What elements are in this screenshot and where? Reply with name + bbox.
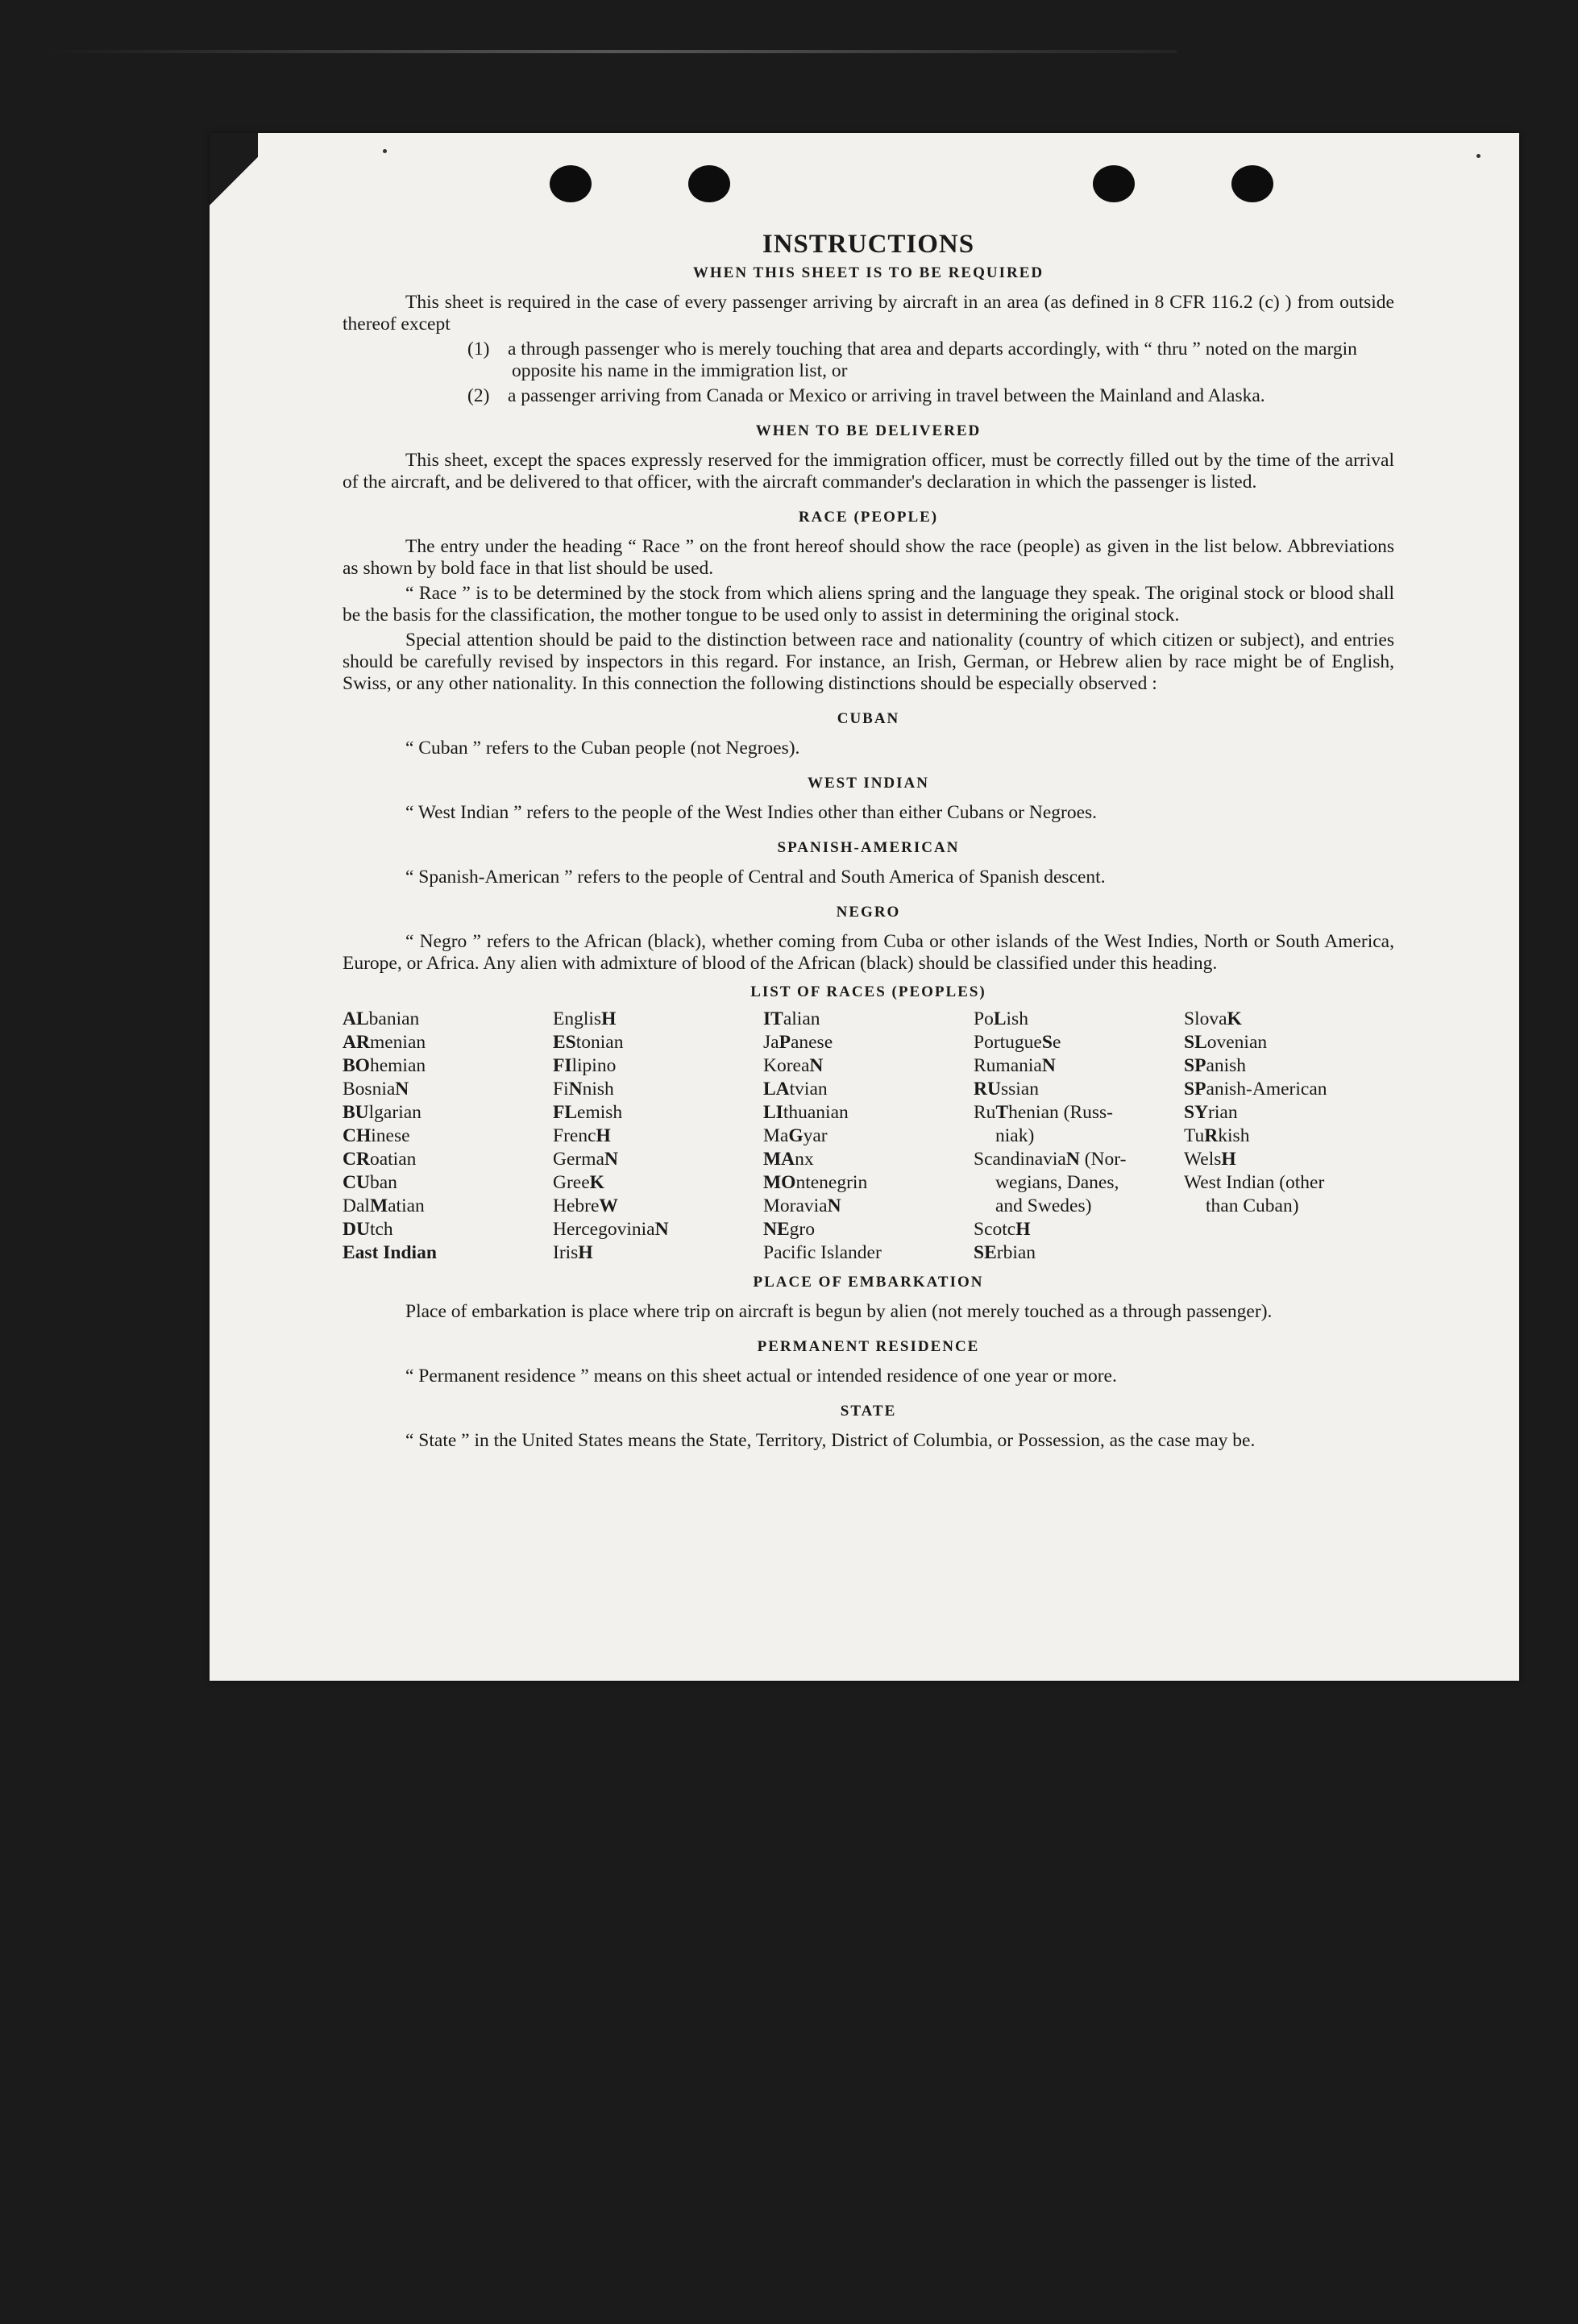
list-item [467,385,1394,407]
section-heading: WEST INDIAN [808,775,929,792]
race-abbreviation: ES [553,1032,576,1053]
race-abbreviation: SP [1184,1055,1206,1076]
race-entry [974,1054,1184,1078]
race-entry [343,1078,553,1101]
section-heading: LIST OF RACES (PEOPLES) [750,983,986,1000]
race-name-part: henian (Russ- [1008,1102,1114,1123]
section-paragraph: This sheet, except the spaces expressly reserved for the immigration officer, must be correctly filled out by the time of the arrival of the aircraft, and be delivered to that officer, with the aircraft commander's declaration in which the passenger is listed. [343,450,1394,493]
race-abbreviation: DU [343,1219,370,1240]
race-abbreviation: N [1041,1055,1056,1076]
race-abbreviation: FI [553,1055,572,1076]
race-entry [974,1148,1184,1171]
race-abbreviation: H [1221,1149,1236,1170]
race-abbreviation: BU [343,1102,369,1123]
race-name-part: Tu [1184,1125,1205,1146]
race-name-part: Portugue [974,1032,1042,1053]
race-abbreviation: CR [343,1149,370,1170]
race-entry [343,1241,553,1265]
races-list [343,1008,1394,1265]
section-heading: SPANISH-AMERICAN [777,839,960,856]
race-entry [763,1148,974,1171]
section-paragraph: “ West Indian ” refers to the people of the West Indies other than either Cubans or Negroes. [405,802,1098,823]
race-abbreviation: CH [343,1125,372,1146]
race-abbreviation: MO [763,1172,796,1193]
race-name-part: emish [577,1102,623,1123]
list-item-number: (1) [467,339,490,360]
race-entry [343,1031,553,1054]
page-corner-fold [210,133,258,230]
section-heading: CUBAN [837,710,900,727]
section-paragraph: “ Race ” is to be determined by the stock from which aliens spring and the language they speak. The original stock or blood shall be the basis for the classification, the mother tongue to be used only to assist in determining the original stock. [343,583,1394,626]
race-name-part: Englis [553,1008,602,1029]
race-name-part: inese [371,1125,410,1146]
race-abbreviation: IT [763,1008,783,1029]
race-abbreviation: MA [763,1149,795,1170]
race-entry [763,1195,974,1218]
race-name-part: Po [974,1008,994,1029]
race-abbreviation: AL [343,1008,369,1029]
race-abbreviation: N [1065,1149,1080,1170]
race-name-part: nish [582,1079,614,1100]
section-paragraph: The entry under the heading “ Race ” on the front hereof should show the race (people) as given in the list below. Abbreviations as shown by bold face in that list should be used. [343,536,1394,579]
race-entry [763,1125,974,1148]
race-entry [1184,1031,1394,1054]
race-name-part: nx [795,1149,814,1170]
race-entry [553,1241,763,1265]
race-entry [763,1101,974,1125]
race-entry [1184,1101,1394,1125]
race-abbreviation: N [568,1079,583,1100]
race-name-part: Rumania [974,1055,1042,1076]
race-name-part: Slova [1184,1008,1227,1029]
race-abbreviation: FL [553,1102,578,1123]
race-entry [763,1218,974,1241]
list-item-text: a through passenger who is merely touching that area and departs accordingly, with “ thru ” noted on the margin opposite his name in the immigration list, or [508,339,1357,381]
list-item-text: a passenger arriving from Canada or Mexico or arriving in travel between the Mainland and Alaska. [508,385,1265,406]
race-entry [343,1125,553,1148]
race-entry [553,1078,763,1101]
race-name-part: Dal [343,1195,370,1216]
race-entry [974,1078,1184,1101]
document-page [210,133,1519,1681]
race-name-part: Scandinavia [974,1149,1066,1170]
section-paragraph: “ Negro ” refers to the African (black), whether coming from Cuba or other islands of the West Indies, North or South America, Europe, or Africa. Any alien with admixture of blood of the African (black) should be classified under this heading. [343,931,1394,974]
race-name-part: ntenegrin [795,1172,868,1193]
race-name-part: yar [803,1125,828,1146]
race-entry [343,1171,553,1195]
section-heading: RACE (PEOPLE) [798,509,939,526]
race-entry [553,1125,763,1148]
race-name-part: Bosnia [343,1079,396,1100]
race-entry [763,1078,974,1101]
race-entry [763,1241,974,1265]
race-name-part: Hercegovinia [553,1219,655,1240]
race-entry [763,1171,974,1195]
speck [383,149,387,153]
race-name-part: ban [369,1172,397,1193]
race-name-part: ovenian [1206,1032,1268,1053]
races-column [974,1008,1184,1265]
race-name-part: lgarian [368,1102,421,1123]
race-name-part: Ma [763,1125,789,1146]
race-entry [1184,1148,1394,1171]
race-entry [974,1241,1184,1265]
races-column [343,1008,553,1265]
section-paragraph: Place of embarkation is place where trip on aircraft is begun by alien (not merely touched as a through passenger). [405,1301,1273,1322]
race-entry [343,1148,553,1171]
race-entry [763,1008,974,1031]
instructions-body [343,230,1394,1455]
speck [1476,154,1480,158]
race-abbreviation: G [788,1125,804,1146]
section-paragraph: This sheet is required in the case of every passenger arriving by aircraft in an area (as defined in 8 CFR 116.2 (c) ) from outside thereof except [343,292,1394,335]
race-entry [343,1008,553,1031]
race-abbreviation: LI [763,1102,783,1123]
race-abbreviation: K [1227,1008,1242,1029]
race-name-part: Gree [553,1172,590,1193]
races-column [553,1008,763,1265]
race-entry [553,1218,763,1241]
race-name-part: ssian [1000,1079,1039,1100]
race-name-part: Scotc [974,1219,1016,1240]
race-abbreviation: S [1041,1032,1053,1053]
race-name-part: Fi [553,1079,569,1100]
race-entry [553,1054,763,1078]
race-abbreviation: CU [343,1172,370,1193]
race-abbreviation: RU [974,1079,1001,1100]
race-name-part: Iris [553,1242,579,1263]
section-heading: NEGRO [836,904,901,921]
section-heading: WHEN TO BE DELIVERED [755,422,982,439]
page-title: INSTRUCTIONS [762,230,975,259]
punch-hole [1093,165,1135,202]
race-entry [343,1218,553,1241]
punch-hole [688,165,730,202]
race-abbreviation: N [809,1055,824,1076]
race-abbreviation: SY [1184,1102,1209,1123]
race-abbreviation: AR [343,1032,370,1053]
race-abbreviation: LA [763,1079,790,1100]
race-entry [553,1195,763,1218]
race-abbreviation: N [654,1219,669,1240]
race-name-part: anese [790,1032,833,1053]
section-paragraph: “ Cuban ” refers to the Cuban people (not Negroes). [405,738,800,759]
race-entry [1184,1078,1394,1101]
race-abbreviation: P [779,1032,791,1053]
race-name-part: rian [1208,1102,1238,1123]
race-name-part: thuanian [783,1102,849,1123]
race-name-part: Frenc [553,1125,596,1146]
race-entry: than Cuban) [1206,1195,1299,1216]
race-name-part: Ru [974,1102,996,1123]
race-name-part: banian [368,1008,420,1029]
race-name-part: atian [388,1195,425,1216]
race-entry [1184,1008,1394,1031]
race-name-part: lipino [571,1055,617,1076]
list-item-number: (2) [467,385,490,406]
race-name-part: West Indian (other [1184,1172,1325,1193]
race-entry [343,1054,553,1078]
race-name-part: Germa [553,1149,604,1170]
race-abbreviation: SP [1184,1079,1206,1100]
race-entry [974,1218,1184,1241]
race-name-part: (Nor- [1079,1149,1127,1170]
race-entry [553,1171,763,1195]
race-name-part: menian [369,1032,426,1053]
race-name-part: tch [369,1219,393,1240]
punch-hole [1231,165,1273,202]
race-name-part: tonian [575,1032,624,1053]
race-name-part: anish-American [1206,1079,1327,1100]
section-paragraph: “ Permanent residence ” means on this sheet actual or intended residence of one year or more. [405,1366,1117,1387]
punch-hole [550,165,592,202]
race-name-part: Ja [763,1032,779,1053]
race-name-part: Moravia [763,1195,828,1216]
race-entry [553,1031,763,1054]
list-item [467,339,1394,382]
race-abbreviation: BO [343,1055,370,1076]
race-abbreviation: K [589,1172,604,1193]
race-abbreviation: W [599,1195,618,1216]
race-abbreviation: SL [1184,1032,1207,1053]
section-heading: PLACE OF EMBARKATION [753,1274,984,1291]
race-abbreviation: M [369,1195,388,1216]
race-name-part: e [1052,1032,1061,1053]
race-name-part: anish [1206,1055,1247,1076]
race-entry [553,1101,763,1125]
race-name-part: rbian [996,1242,1036,1263]
race-abbreviation: N [395,1079,409,1100]
race-name-part: alian [783,1008,820,1029]
race-abbreviation: NE [763,1219,790,1240]
section-paragraph: Special attention should be paid to the distinction between race and nationality (country of which citizen or subject), and entries should be carefully revised by inspectors in this regard. For instance, an Irish, German, or Hebrew alien by race might be of English, Swiss, or any other nationality. In this connection the following distinctions should be especially observed : [343,630,1394,694]
race-entry: wegians, Danes, [995,1172,1119,1193]
race-entry [343,1101,553,1125]
race-name-part: gro [789,1219,815,1240]
scan-artifact-line [48,50,1177,53]
race-entry [1184,1054,1394,1078]
race-name-part: Hebre [553,1195,600,1216]
section-paragraph: “ State ” in the United States means the State, Territory, District of Columbia, or Possession, as the case may be. [405,1430,1256,1451]
section-paragraph: “ Spanish-American ” refers to the people of Central and South America of Spanish descent. [405,867,1106,888]
race-name-part: kish [1218,1125,1250,1146]
race-entry [343,1195,553,1218]
race-abbreviation: H [596,1125,611,1146]
race-abbreviation: East Indian [343,1242,437,1263]
race-entry [553,1008,763,1031]
race-entry [1184,1125,1394,1148]
race-name-part: Korea [763,1055,810,1076]
race-abbreviation: N [604,1149,618,1170]
race-entry [553,1148,763,1171]
race-name-part: oatian [369,1149,417,1170]
race-entry [974,1031,1184,1054]
race-abbreviation: N [827,1195,841,1216]
section-heading: WHEN THIS SHEET IS TO BE REQUIRED [692,264,1044,281]
races-column [1184,1008,1394,1265]
race-entry: and Swedes) [995,1195,1092,1216]
race-name-part: Wels [1184,1149,1222,1170]
race-name-part: tvian [789,1079,828,1100]
races-column [763,1008,974,1265]
race-abbreviation: L [993,1008,1007,1029]
race-abbreviation: H [1015,1219,1031,1240]
race-entry [763,1031,974,1054]
race-entry: niak) [995,1125,1035,1146]
race-name-part: ish [1006,1008,1028,1029]
race-abbreviation: SE [974,1242,997,1263]
race-abbreviation: T [995,1102,1009,1123]
section-heading: STATE [840,1403,897,1420]
race-name-part: hemian [369,1055,426,1076]
race-name-part: Pacific Islander [763,1242,882,1263]
race-entry [974,1101,1184,1125]
race-entry [1184,1171,1394,1195]
race-abbreviation: H [578,1242,593,1263]
race-abbreviation: H [601,1008,617,1029]
section-heading: PERMANENT RESIDENCE [757,1338,980,1355]
race-entry [763,1054,974,1078]
race-entry [974,1008,1184,1031]
race-abbreviation: R [1204,1125,1219,1146]
